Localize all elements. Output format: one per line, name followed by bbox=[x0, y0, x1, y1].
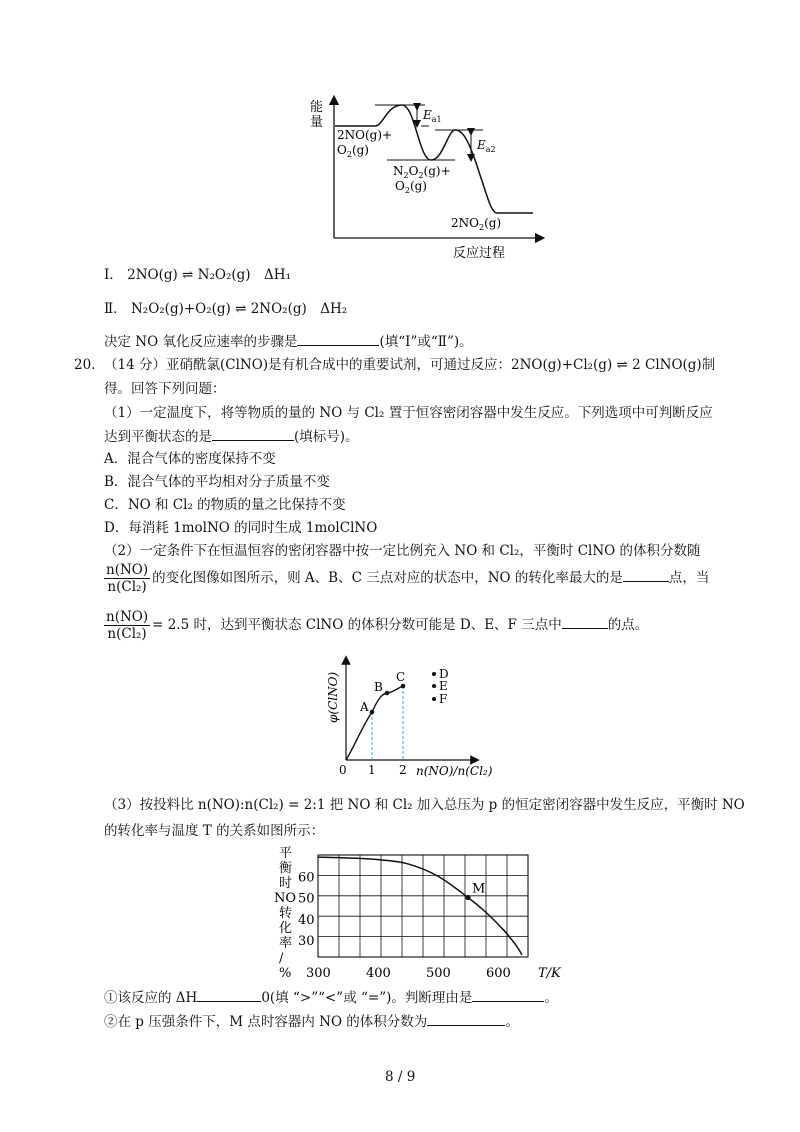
part3-line1: （3）按投料比 n(NO):n(Cl₂) = 2:1 把 NO 和 Cl₂ 加入总压为 p 的恒定密闭容器中发生反应，平衡时 NO bbox=[104, 797, 745, 813]
ea2-label: $E_{a2}$ bbox=[477, 138, 496, 154]
reaction-step-1: Ⅰ． 2NO(g) ⇌ N₂O₂(g) ΔH₁ bbox=[104, 267, 291, 283]
chart1-label-c: C bbox=[396, 670, 406, 684]
chart1-label-e: E bbox=[439, 679, 448, 693]
chart2-x-tick: 500 bbox=[426, 966, 451, 981]
part3-line2: 的转化率与温度 T 的关系如图所示： bbox=[104, 823, 325, 839]
state3-label: $2NO_2(g)$ bbox=[451, 216, 502, 232]
chart1-label-b: B bbox=[374, 680, 383, 694]
part1-line1: （1）一定温度下，将等物质的量的 NO 与 Cl₂ 置于恒容密闭容器中发生反应。下列选项中可判断反应 bbox=[104, 405, 713, 421]
part2-line1: （2）一定条件下在恒温恒容的密闭容器中按一定比例充入 NO 和 Cl₂，平衡时 ClNO 的体积分数随 bbox=[104, 543, 701, 559]
energy-x-label: 反应过程 bbox=[453, 246, 506, 261]
state2-label-1: $N_2O_2(g)+$ bbox=[393, 164, 451, 180]
chart1-tick-1: 1 bbox=[368, 763, 376, 777]
chart1-point-b bbox=[385, 691, 390, 696]
option-b: B．混合气体的平均相对分子质量不变 bbox=[104, 474, 330, 490]
chart2-x-tick: 400 bbox=[366, 966, 391, 981]
chart1-ylabel: φ(ClNO) bbox=[326, 671, 340, 723]
ea1-label: $E_{a1}$ bbox=[423, 108, 442, 124]
option-c: C．NO 和 Cl₂ 的物质的量之比保持不变 bbox=[104, 497, 346, 513]
chart1-xlabel: n(NO)/n(Cl₂) bbox=[416, 764, 493, 778]
chart2-ylabel-char: / bbox=[279, 951, 284, 966]
conversion-curve bbox=[318, 857, 522, 955]
chart1-point-a bbox=[370, 710, 375, 715]
chart2-ylabel-char: NO bbox=[274, 891, 297, 906]
chart2-y-tick: 60 bbox=[298, 870, 315, 886]
chart1-curve bbox=[346, 686, 403, 760]
chart1-origin: 0 bbox=[339, 763, 347, 777]
chart1-tick-2: 2 bbox=[399, 763, 407, 777]
chart2-ylabel-char: 化 bbox=[279, 921, 293, 936]
question-c1: ①该反应的 ΔH 0(填 “>”“<”或 “=”)。判断理由是 。 bbox=[104, 990, 558, 1006]
chart2-ylabel-char: 率 bbox=[279, 936, 293, 951]
chart2-xlabel: T/K bbox=[538, 966, 561, 981]
chart2-y-tick: 40 bbox=[298, 912, 315, 928]
energy-y-label-2: 量 bbox=[310, 115, 324, 130]
chart1-label-d: D bbox=[439, 667, 449, 681]
chart2-ylabel-char: 衡 bbox=[279, 861, 293, 876]
state2-label-2: $O_2(g)$ bbox=[395, 179, 427, 195]
energy-diagram bbox=[305, 95, 545, 265]
chart2-x-tick: 600 bbox=[486, 966, 511, 981]
option-a: A．混合气体的密度保持不变 bbox=[104, 451, 276, 467]
state1-label-2: $O_2(g)$ bbox=[337, 143, 369, 159]
chart2-y-tick: 30 bbox=[298, 934, 315, 949]
chart1-label-a: A bbox=[360, 700, 369, 714]
state1-label-1: 2NO(g)+ bbox=[337, 128, 393, 142]
energy-y-label-1: 能 bbox=[310, 100, 324, 115]
no-conversion-chart bbox=[270, 845, 580, 985]
ratio-fraction-2: $\frac{n(NO)}{\text{n(Cl₂)}}$ bbox=[106, 609, 149, 642]
option-d: D．每消耗 1molNO 的同时生成 1molClNO bbox=[104, 520, 378, 536]
part2-line2: $\frac{n(NO)}{\text{n(Cl₂)}}$ 的变化图像如图所示，则 A、B、C 三点对应的状态中，NO 的转化率最大的是 点，当 bbox=[106, 562, 710, 595]
chart2-y-tick: 50 bbox=[298, 891, 315, 907]
chart1-point-c bbox=[401, 684, 406, 689]
q20-number: 20. bbox=[74, 357, 96, 373]
q20-intro-2: 得。回答下列问题： bbox=[104, 381, 226, 397]
question-c2: ②在 p 压强条件下，M 点时容器内 NO 的体积分数为 。 bbox=[104, 1014, 519, 1030]
reaction-step-2: Ⅱ． N₂O₂(g)+O₂(g) ⇌ 2NO₂(g) ΔH₂ bbox=[104, 301, 348, 317]
page-number: 8 / 9 bbox=[385, 1069, 416, 1085]
q19-tail: 决定 NO 氧化反应速率的步骤是 (填“Ⅰ”或“Ⅱ”)。 bbox=[104, 334, 473, 350]
part1-line2: 达到平衡状态的是 (填标号)。 bbox=[104, 429, 359, 445]
chart2-ylabel-char: 时 bbox=[279, 876, 293, 891]
point-m-label: M bbox=[472, 881, 486, 897]
chart2-ylabel-char: 转 bbox=[279, 906, 293, 921]
point-m bbox=[465, 895, 470, 900]
chart1-label-f: F bbox=[439, 692, 448, 706]
chart2-ylabel-char: % bbox=[279, 966, 292, 981]
ratio-fraction: $\frac{n(NO)}{\text{n(Cl₂)}}$ bbox=[106, 562, 149, 595]
chart2-x-tick: 300 bbox=[306, 966, 331, 981]
part2-line3: $\frac{n(NO)}{\text{n(Cl₂)}}$ = 2.5 时，达到平衡状态 ClNO 的体积分数可能是 D、E、F 三点中 的点。 bbox=[106, 609, 649, 642]
chart2-ylabel-char: 平 bbox=[279, 846, 293, 861]
clno-fraction-chart bbox=[320, 655, 510, 785]
q20-intro-1: （14 分）亚硝酰氯(ClNO)是有机合成中的重要试剂，可通过反应：2NO(g)+Cl₂(g) ⇌ 2 ClNO(g)制 bbox=[104, 357, 716, 373]
